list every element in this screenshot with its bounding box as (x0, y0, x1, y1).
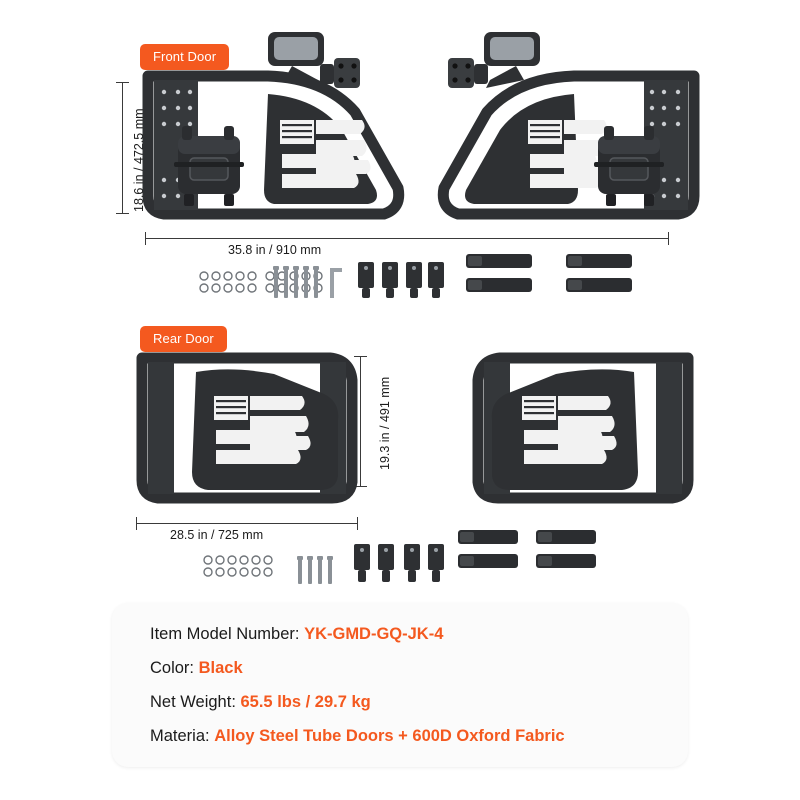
front-height-tick-top (116, 82, 129, 83)
front-hinge-brackets-group (356, 258, 448, 304)
spec-row-weight (150, 693, 688, 712)
rear-right-tube-door (466, 350, 696, 506)
rear-hinge-brackets-group (352, 540, 448, 588)
spec-row-model (150, 625, 688, 644)
storage-bag-icon-left (170, 118, 256, 210)
spec-row-material (150, 727, 688, 746)
spec-row-color (150, 659, 688, 678)
spec-label-weight: Net Weight: (150, 693, 236, 711)
front-height-tick-bottom (116, 213, 129, 214)
product-spec-card (112, 603, 688, 767)
spec-label-material: Materia: (150, 727, 210, 745)
front-door-height-dim: 18.6 in / 472.5 mm (132, 108, 146, 212)
front-width-tick-left (145, 232, 146, 245)
front-door-badge: Front Door (140, 44, 229, 70)
rear-straps-group (458, 528, 618, 584)
rear-washers-nuts-group (200, 552, 290, 586)
rear-left-tube-door (134, 350, 364, 506)
front-width-line (145, 238, 669, 239)
rear-width-line (136, 523, 358, 524)
allen-wrench-icon (326, 266, 350, 300)
rear-door-width-dim: 28.5 in / 725 mm (170, 528, 264, 542)
front-door-width-dim: 35.8 in / 910 mm (228, 243, 322, 257)
storage-bag-icon-right (586, 118, 672, 210)
front-height-line (122, 82, 123, 214)
us-flag-graphic (280, 120, 371, 188)
rear-door-badge: Rear Door (140, 326, 227, 352)
front-straps-group (466, 252, 646, 308)
front-width-tick-right (668, 232, 669, 245)
spec-value-color: Black (198, 659, 243, 677)
spec-label-color: Color: (150, 659, 195, 677)
rear-door-height-dim: 19.3 in / 491 mm (378, 376, 392, 470)
spec-value-weight: 65.5 lbs / 29.7 kg (240, 693, 371, 711)
spec-value-model: YK-GMD-GQ-JK-4 (304, 625, 444, 643)
rear-bolts-group (296, 556, 356, 590)
rear-width-tick-right (357, 517, 358, 530)
rear-width-tick-left (136, 517, 137, 530)
spec-value-material: Alloy Steel Tube Doors + 600D Oxford Fabric (214, 727, 565, 745)
spec-label-model: Item Model Number: (150, 625, 300, 643)
